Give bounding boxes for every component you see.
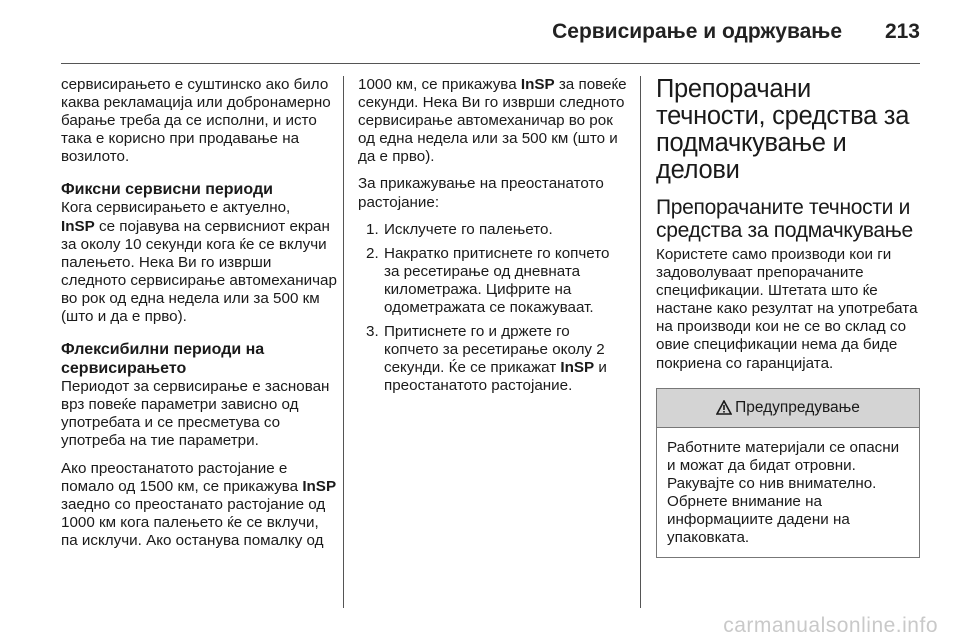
fixed-text-b: се појавува на сервисниот екран за околу 10 секунди кога ќе се вклучи палењето. Нека Ви го изврши следното сервисирање автомеханичар во рок од една недела или за 500 км (што и да е прво). bbox=[61, 217, 337, 326]
list-item bbox=[358, 221, 628, 239]
flexible-paragraph-1: Периодот за сервисирање е заснован врз повеќе параметри зависно од употребата и се пресметува со употреба на тие параметри. bbox=[61, 378, 330, 450]
flexible-text-b: заедно со преостанато растојание од 1000 км кога палењето ќе се вклучи, па исклучи. Ако останува помалку од bbox=[61, 495, 326, 549]
list-item bbox=[358, 323, 628, 395]
column-divider-1 bbox=[343, 76, 344, 608]
list-item bbox=[358, 245, 628, 317]
step-text-b: и преостанатото растојание. bbox=[384, 359, 607, 395]
warning-body: Работните материјали се опасни и можат да бидат отровни. Ракувајте со нив внимателно. Обрнете внимание на информациите дадени на упаковката. bbox=[667, 438, 900, 547]
fixed-text-a: Кога сервисирањето е актуелно, bbox=[61, 199, 291, 217]
warning-box bbox=[656, 388, 920, 559]
header-divider bbox=[61, 63, 920, 64]
section-flexible-service-periods bbox=[61, 340, 337, 550]
flexible-text-a: Ако преостанатото растојание е помало од 1500 км, се прикажува bbox=[61, 459, 303, 495]
chapter-title: Препорачани течности, средства за подмачкување и делови bbox=[656, 75, 910, 184]
step-number: 3. bbox=[366, 323, 379, 341]
section-heading-fixed: Фиксни сервисни периоди bbox=[61, 181, 273, 199]
step-number: 2. bbox=[366, 244, 379, 262]
column-3 bbox=[656, 76, 922, 558]
insp-code: InSP bbox=[61, 217, 95, 235]
column-1 bbox=[61, 76, 337, 559]
step-text: Накратко притиснете го копчето за ресетирање од дневната километража. Цифрите на одометражата се покажуваат. bbox=[384, 244, 610, 317]
step-number: 1. bbox=[366, 220, 379, 238]
remaining-distance-intro: За прикажување на преостанатото растојание: bbox=[358, 175, 604, 211]
continued-text-a: 1000 км, се прикажува bbox=[358, 76, 521, 93]
intro-paragraph: сервисирањето е суштинско ако било каква рекламација или добронамерно барање треба да се исполни, и исто така е корисно при продавање на возилото. bbox=[61, 76, 331, 166]
step-text-a: Притиснете го и држете го копчето за ресетирање околу 2 секунди. Ќе се прикажат bbox=[384, 323, 605, 377]
column-divider-2 bbox=[640, 76, 641, 608]
warning-triangle-icon bbox=[716, 400, 732, 415]
section-fixed-service-periods bbox=[61, 180, 337, 326]
insp-code: InSP bbox=[520, 76, 555, 93]
insp-code: InSP bbox=[560, 359, 595, 377]
page-number: 213 bbox=[884, 20, 920, 43]
section-subtitle: Препорачаните течности и средства за подмачкување bbox=[656, 196, 913, 242]
continued-text-b: за повеќе секунди. Нека Ви го изврши следното сервисирање автомеханичар во рок од една недела или за 500 км (што и да е прво). bbox=[358, 76, 627, 166]
recommendation-paragraph: Користете само производи кои ги задоволуваат препорачаните спецификации. Штетата што ќе настане како резултат на употребата на производи кои не се во склад со овие спецификации нема да биде покриена со гаранцијата. bbox=[656, 246, 918, 372]
warning-heading: Предупредување bbox=[735, 398, 860, 416]
watermark: carmanualsonline.info bbox=[723, 614, 938, 637]
column-2 bbox=[358, 76, 628, 402]
warning-header bbox=[657, 389, 919, 428]
continued-paragraph bbox=[358, 76, 628, 166]
fixed-paragraph bbox=[61, 199, 337, 326]
header-title: Сервисирање и одржување bbox=[552, 20, 842, 43]
flexible-paragraph-2 bbox=[61, 460, 337, 550]
section-heading-flexible: Флексибилни периоди на сервисирањето bbox=[61, 341, 265, 378]
step-text: Исклучете го палењето. bbox=[384, 220, 553, 238]
insp-code: InSP bbox=[302, 477, 337, 495]
steps-list bbox=[358, 221, 628, 396]
